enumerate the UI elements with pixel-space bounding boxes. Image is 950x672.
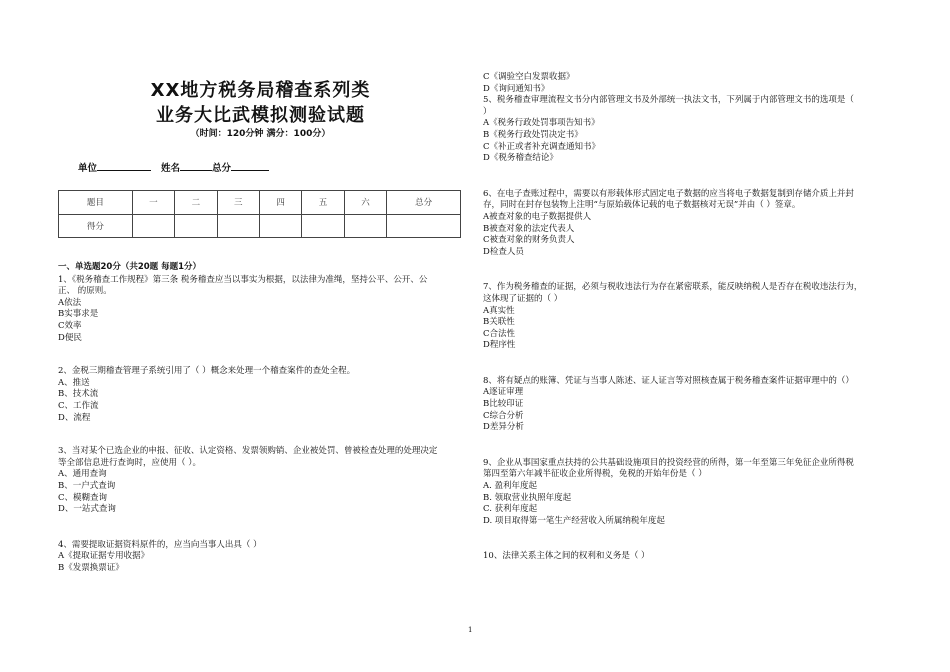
question-item (483, 551, 903, 563)
answer-option: C被查对象的财务负责人 (483, 235, 575, 246)
question-stem-line: 7、作为税务稽查的证据，必须与税收违法行为存在紧密联系，能反映纳税人是否存在税收违法行为， (483, 282, 863, 293)
answer-option: A真实性 (483, 305, 515, 316)
right-question-list (483, 72, 903, 563)
score-cell (344, 214, 386, 238)
left-column (58, 262, 468, 574)
answer-option: D便民 (58, 332, 82, 343)
answer-option: D检查人员 (483, 246, 524, 257)
question-item (58, 540, 468, 575)
exam-subtitle: （时间：120分钟 满分：100分） (190, 129, 331, 139)
answer-option: A、通用查询 (58, 469, 107, 480)
answer-option: A逐证审理 (483, 387, 524, 398)
score-cell (387, 214, 461, 238)
answer-option: C综合分析 (483, 410, 524, 421)
question-item (483, 72, 903, 95)
candidate-info-row (78, 160, 269, 174)
answer-option: D《税务稽查结论》 (483, 153, 558, 164)
answer-option: A依法 (58, 297, 82, 308)
total-score-label: 总分 (211, 163, 231, 174)
answer-option: A《税务行政处罚事项告知书》 (483, 118, 600, 129)
question-stem-line: ） (483, 106, 492, 117)
answer-option: A. 盈利年度起 (483, 481, 538, 492)
question-stem-line: 这体现了证据的（ ） (483, 293, 563, 304)
question-item (483, 189, 903, 259)
question-stem-line: 正、 的原则。 (58, 286, 112, 297)
question-stem-line: 2、金税三期稽查管理子系统引用了（ ）概念来处理一个稽查案件的查处全程。 (58, 366, 356, 377)
answer-option: B被查对象的法定代表人 (483, 223, 575, 234)
answer-option: C合法性 (483, 328, 516, 339)
question-stem-line: 8、将有疑点的账簿、凭证与当事人陈述、证人证言等对照核查属于税务稽查案件证据审理中的（） (483, 375, 854, 386)
question-item (483, 282, 903, 352)
page-number: 1 (468, 626, 473, 634)
answer-option: C《补正或者补充调查通知书》 (483, 141, 601, 152)
answer-option: B关联性 (483, 317, 515, 328)
answer-option: D《询问通知书》 (483, 83, 550, 94)
answer-option: B实事求是 (58, 309, 99, 320)
score-table (58, 190, 461, 238)
question-item (483, 95, 903, 165)
score-cell (217, 214, 259, 238)
right-column (483, 72, 903, 563)
question-stem-line: 3、当对某个已选企业的申报、征收、认定资格、发票领购销、企业被处罚、曾被检查处理的处理决定 (58, 446, 438, 457)
question-stem-line: 6、在电子查账过程中，需要以有形载体形式固定电子数据的应当将电子数据复制到存储介质上并封 (483, 188, 854, 199)
question-stem-line: 第四至第六年减半征收企业所得税，免税的开始年份是（ ） (483, 469, 707, 480)
question-stem-line: 10、法律关系主体之间的权利和义务是（ ） (483, 551, 650, 562)
question-item (483, 458, 903, 528)
name-label: 姓名 (160, 163, 180, 174)
answer-option: D. 项目取得第一笔生产经营收入所属纳税年度起 (483, 515, 665, 526)
score-header-cell: 四 (259, 191, 301, 215)
score-table-score-row (59, 214, 461, 238)
question-stem-line: 等全部信息进行查询时，应使用（ ）。 (58, 457, 201, 468)
name-blank (180, 161, 212, 171)
answer-option: B. 领取营业执照年度起 (483, 492, 572, 503)
answer-option: A、推送 (58, 377, 90, 388)
answer-option: D差异分析 (483, 422, 524, 433)
answer-option: B《税务行政处罚决定书》 (483, 129, 583, 140)
score-header-cell: 总分 (387, 191, 461, 215)
answer-option: B《发票换票证》 (58, 562, 124, 573)
exam-title-line1: XX地方税务局稽查系列类 (150, 80, 371, 101)
answer-option: D、一站式查询 (58, 504, 116, 515)
answer-option: D程序性 (483, 340, 516, 351)
answer-option: C、工作流 (58, 400, 99, 411)
score-header-cell: 六 (344, 191, 386, 215)
question-stem-line: 5、税务稽查审理流程文书分内部管理文书及外部统一执法文书，下列属于内部管理文书的选项是（ (483, 95, 854, 106)
left-question-list (58, 275, 468, 575)
answer-option: C、模糊查询 (58, 492, 108, 503)
score-header-cell: 二 (175, 191, 217, 215)
total-score-blank (231, 161, 269, 171)
question-item (58, 275, 468, 345)
answer-option: C. 获利年度起 (483, 504, 538, 515)
score-header-cell: 五 (302, 191, 344, 215)
question-item (58, 446, 468, 516)
unit-blank (97, 161, 151, 171)
score-cell (302, 214, 344, 238)
answer-option: C《调验空白发票收据》 (483, 72, 575, 82)
section-title: 一、单选题20分（共20题 每题1分） (58, 262, 202, 272)
question-stem-line: 存，同时在封存包装物上注明“与原始载体记载的电子数据核对无误”并由（ ）签章。 (483, 200, 801, 211)
question-stem-line: 9、企业从事国家重点扶持的公共基础设施项目的投资经营的所得，第一年至第三年免征企业所得税 (483, 457, 854, 468)
score-cell (132, 214, 174, 238)
question-stem-line: 1、《税务稽查工作规程》第三条 税务稽查应当以事实为根据，以法律为准绳，坚持公平、公开、公 (58, 274, 428, 285)
unit-label: 单位 (78, 163, 98, 174)
score-cell (175, 214, 217, 238)
score-table-header-row (59, 191, 461, 215)
question-item (58, 366, 468, 424)
answer-option: A《提取证据专用收据》 (58, 551, 150, 562)
answer-option: D、流程 (58, 412, 91, 423)
score-header-cell: 三 (217, 191, 259, 215)
answer-option: C效率 (58, 320, 82, 331)
answer-option: B比较印证 (483, 399, 524, 410)
score-header-cell: 一 (132, 191, 174, 215)
answer-option: A被查对象的电子数据提供人 (483, 211, 592, 222)
answer-option: B、一户式查询 (58, 480, 116, 491)
question-stem-line: 4、需要提取证据资料原件的，应当向当事人出具（ ） (58, 539, 262, 550)
score-header-cell: 题目 (59, 191, 133, 215)
answer-option: B、技术流 (58, 389, 99, 400)
score-cell (259, 214, 301, 238)
question-item (483, 376, 903, 434)
score-row-label: 得分 (59, 214, 133, 238)
exam-title-line2: 业务大比武模拟测验试题 (156, 105, 365, 126)
